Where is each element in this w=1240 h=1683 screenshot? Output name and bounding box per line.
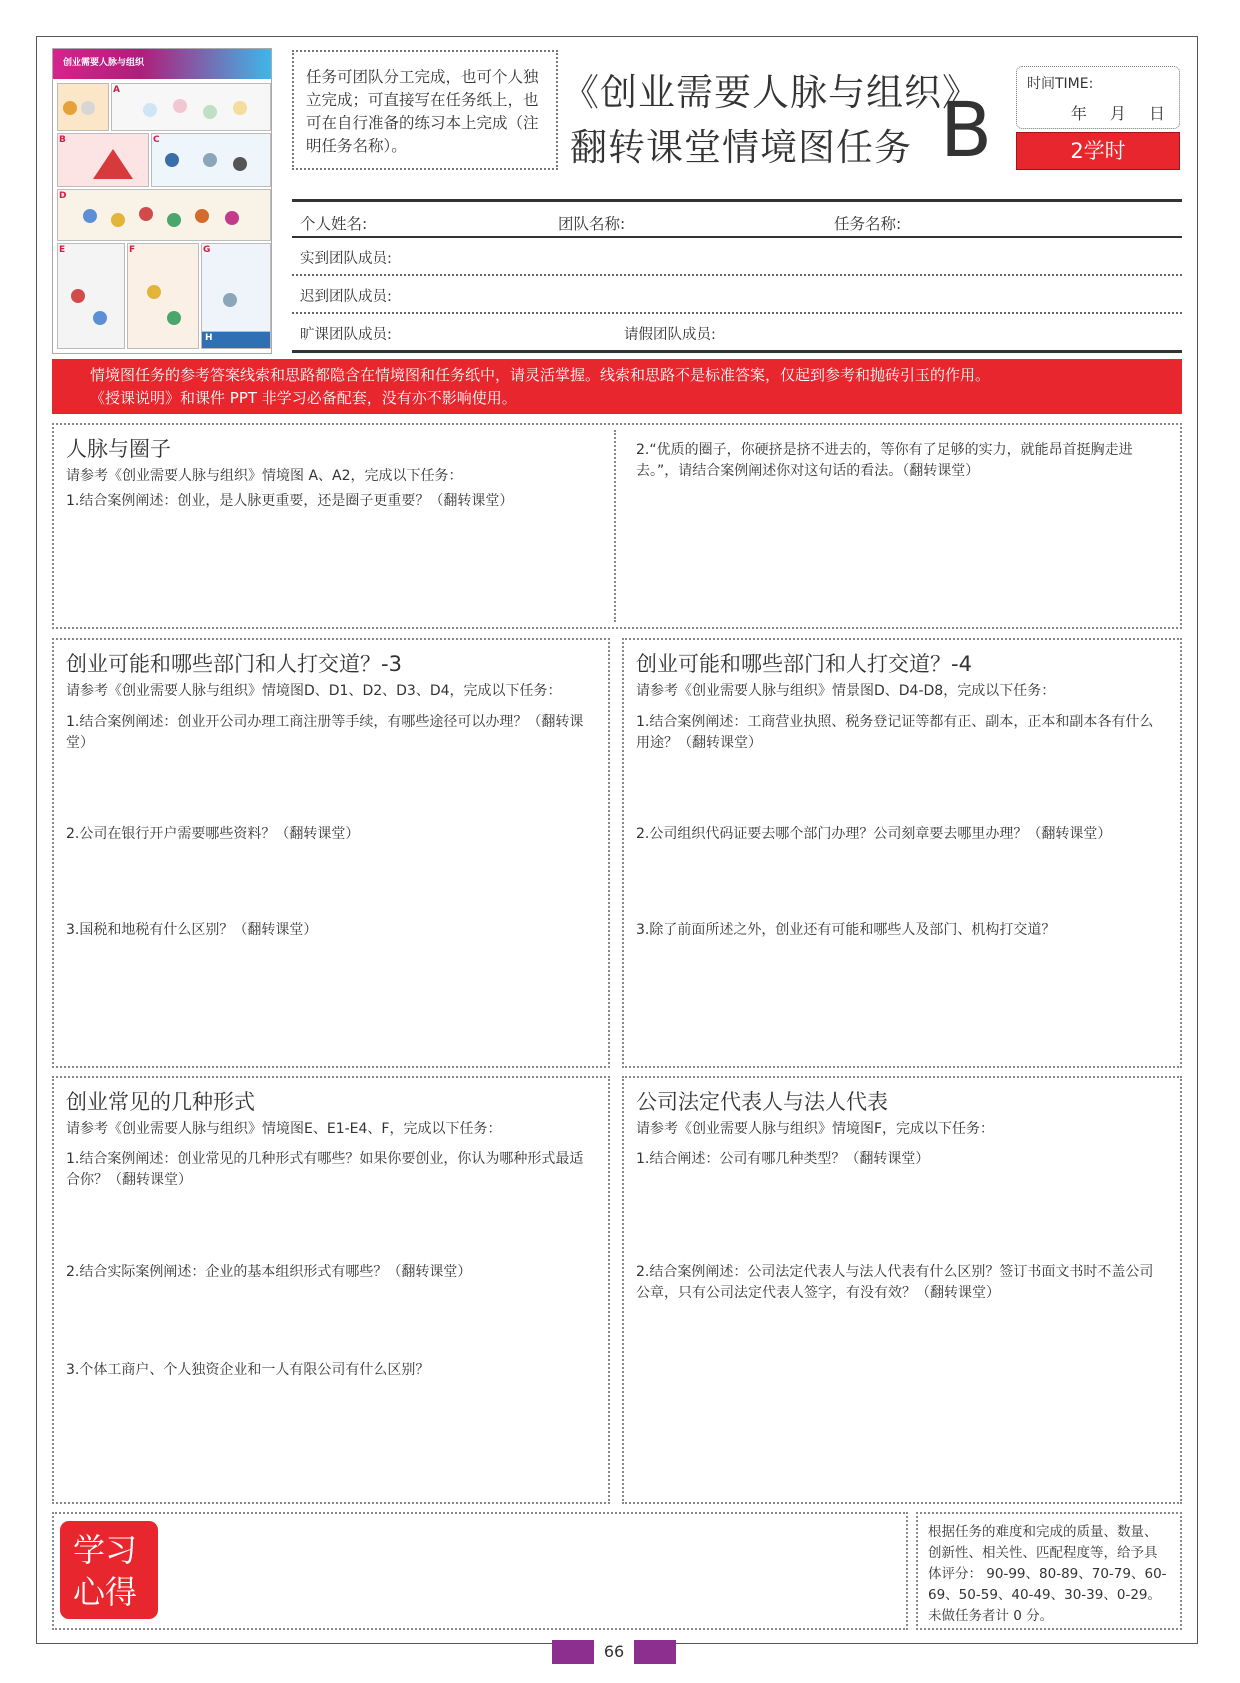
network-icon [143,103,157,117]
people-icon [83,209,97,223]
section-title-startup-forms: 创业常见的几种形式 [66,1090,255,1114]
time-box [1016,66,1180,129]
task-badge-letter: B [940,85,993,174]
question-startup-forms-1[interactable]: 1.结合案例阐述：创业常见的几种形式有哪些？如果你要创业，你认为哪种形式最适合你？（翻转课堂） [66,1151,584,1188]
date-field[interactable]: 年 月 日 [1070,104,1165,123]
product-icon [71,289,85,303]
study-notes-box[interactable] [52,1512,908,1630]
thumbnail-panel [57,243,125,349]
product-icon [93,311,107,325]
tool-icon [233,157,247,171]
section-ref-legal-rep: 请参考《创业需要人脉与组织》情境图F，完成以下任务： [636,1121,995,1137]
medal-icon [63,101,77,115]
section-title-departments-4: 创业可能和哪些部门和人打交道？-4 [636,652,972,676]
medal-icon [81,101,95,115]
thumbnail-panel [111,83,271,131]
study-notes-line2: 心得 [73,1573,138,1611]
notice-banner [52,359,1182,414]
people-icon [111,213,125,227]
question-departments-3-1[interactable]: 1.结合案例阐述：创业开公司办理工商注册等手续，有哪些途径可以办理？（翻转课堂） [66,714,584,751]
task-field-label[interactable]: 任务名称: [834,215,902,233]
section-box-departments-4 [622,638,1182,1068]
question-network-2[interactable]: 2.“优质的圈子，你硬挤是挤不进去的，等你有了足够的实力，就能昂首挺胸走进去。”，请结合案例阐述你对这句话的看法。（翻转课堂） [636,442,1133,479]
network-icon [233,101,247,115]
thumbnail-label-d: D [59,191,67,201]
notice-line-2: 《授课说明》和课件 PPT 非学习必备配套，没有亦不影响使用。 [90,389,517,407]
leave-members-label[interactable]: 请假团队成员: [624,327,716,343]
question-departments-3-2[interactable]: 2.公司在银行开户需要哪些资料？（翻转课堂） [66,826,360,842]
question-departments-4-2[interactable]: 2.公司组织代码证要去哪个部门办理？公司刻章要去哪里办理？（翻转课堂） [636,826,1112,842]
info-rule-dotted [292,274,1182,276]
pyramid-icon [93,149,133,179]
product-icon [147,285,161,299]
section-ref-departments-4: 请参考《创业需要人脉与组织》情景图D、D4-D8，完成以下任务： [636,683,1056,699]
section-title-departments-3: 创业可能和哪些部门和人打交道？-3 [66,652,402,676]
study-notes-line1: 学习 [73,1531,138,1569]
network-icon [173,99,187,113]
section-title-legal-rep: 公司法定代表人与法人代表 [636,1090,888,1114]
notice-line-1: 情境图任务的参考答案线索和思路都隐含在情境图和任务纸中，请灵活掌握。线索和思路不是标准答案，仅起到参考和抛砖引玉的作用。 [90,366,991,384]
people-icon [139,207,153,221]
thumbnail-label-a: A [113,85,120,95]
hours-badge: 2学时 [1016,132,1180,170]
present-members-label[interactable]: 实到团队成员: [300,251,392,267]
page-title-line2: 翻转课堂情境图任务 [570,126,912,169]
study-notes-badge [60,1521,158,1619]
question-departments-3-3[interactable]: 3.国税和地税有什么区别？（翻转课堂） [66,922,318,938]
section-ref-network: 请参考《创业需要人脉与组织》情境图 A、A2，完成以下任务： [66,468,463,484]
thumbnail-label-g: G [203,245,211,255]
question-legal-rep-2[interactable]: 2.结合案例阐述：公司法定代表人与法人代表有什么区别？签订书面文书时不盖公司公章，只有公司法定代表人签字，有没有效？（翻转课堂） [636,1264,1154,1301]
section-title-network: 人脉与圈子 [66,437,171,461]
absent-members-label[interactable]: 旷课团队成员: [300,327,392,343]
thumbnail-label-h: H [205,333,213,343]
page-number: 66 [594,1640,634,1664]
thumbnail-label-c: C [153,135,160,145]
tool-icon [203,153,217,167]
network-icon [203,105,217,119]
thumbnail-label-f: F [129,245,136,255]
question-startup-forms-2[interactable]: 2.结合实际案例阐述：企业的基本组织形式有哪些？（翻转课堂） [66,1264,472,1280]
people-icon [195,209,209,223]
scenario-thumbnail [52,48,272,354]
page-title-line1: 《创业需要人脉与组织》 [562,71,980,114]
section-ref-departments-3: 请参考《创业需要人脉与组织》情境图D、D1、D2、D3、D4，完成以下任务： [66,683,562,699]
info-rule-top [292,199,1182,202]
section-ref-startup-forms: 请参考《创业需要人脉与组织》情境图E、E1-E4、F，完成以下任务： [66,1121,502,1137]
eye-icon [165,153,179,167]
question-departments-4-1[interactable]: 1.结合案例阐述：工商营业执照、税务登记证等都有正、副本，正本和副本各有什么用途？（翻转课堂） [636,714,1154,751]
info-rule-dotted [292,312,1182,314]
time-label: 时间TIME: [1027,76,1094,92]
question-departments-4-3[interactable]: 3.除了前面所述之外，创业还有可能和哪些人及部门、机构打交道？ [636,922,1056,938]
team-field-label[interactable]: 团队名称: [558,215,626,233]
question-network-1[interactable]: 1.结合案例阐述：创业，是人脉更重要，还是圈子更重要？（翻转课堂） [66,493,514,509]
info-rule-bottom [292,350,1182,353]
name-field-label[interactable]: 个人姓名: [300,215,368,233]
info-rule [292,236,1182,238]
section-divider [614,430,616,622]
instruction-note: 任务可团队分工完成，也可个人独立完成；可直接写在任务纸上，也可在自行准备的练习本上完成（注明任务名称）。 [292,50,558,170]
thumbnail-title: 创业需要人脉与组织 [63,58,145,68]
section-box-departments-3 [52,638,610,1068]
section-box-startup-forms [52,1076,610,1504]
thumbnail-label-e: E [59,245,66,255]
scoring-note: 根据任务的难度和完成的质量、数量、创新性、相关性、匹配程度等，给予具体评分： 90-99、80-89、70-79、60-69、50-59、40-49、30-39、0-29。未做任务者计 0 分。 [916,1512,1182,1630]
document-icon [223,293,237,307]
thumbnail-panel [127,243,199,349]
thumbnail-label-b: B [59,135,66,145]
question-startup-forms-3[interactable]: 3.个体工商户、个人独资企业和一人有限公司有什么区别？ [66,1362,430,1378]
late-members-label[interactable]: 迟到团队成员: [300,289,392,305]
people-icon [225,211,239,225]
product-icon [167,311,181,325]
question-legal-rep-1[interactable]: 1.结合阐述：公司有哪几种类型？（翻转课堂） [636,1151,930,1167]
people-icon [167,213,181,227]
